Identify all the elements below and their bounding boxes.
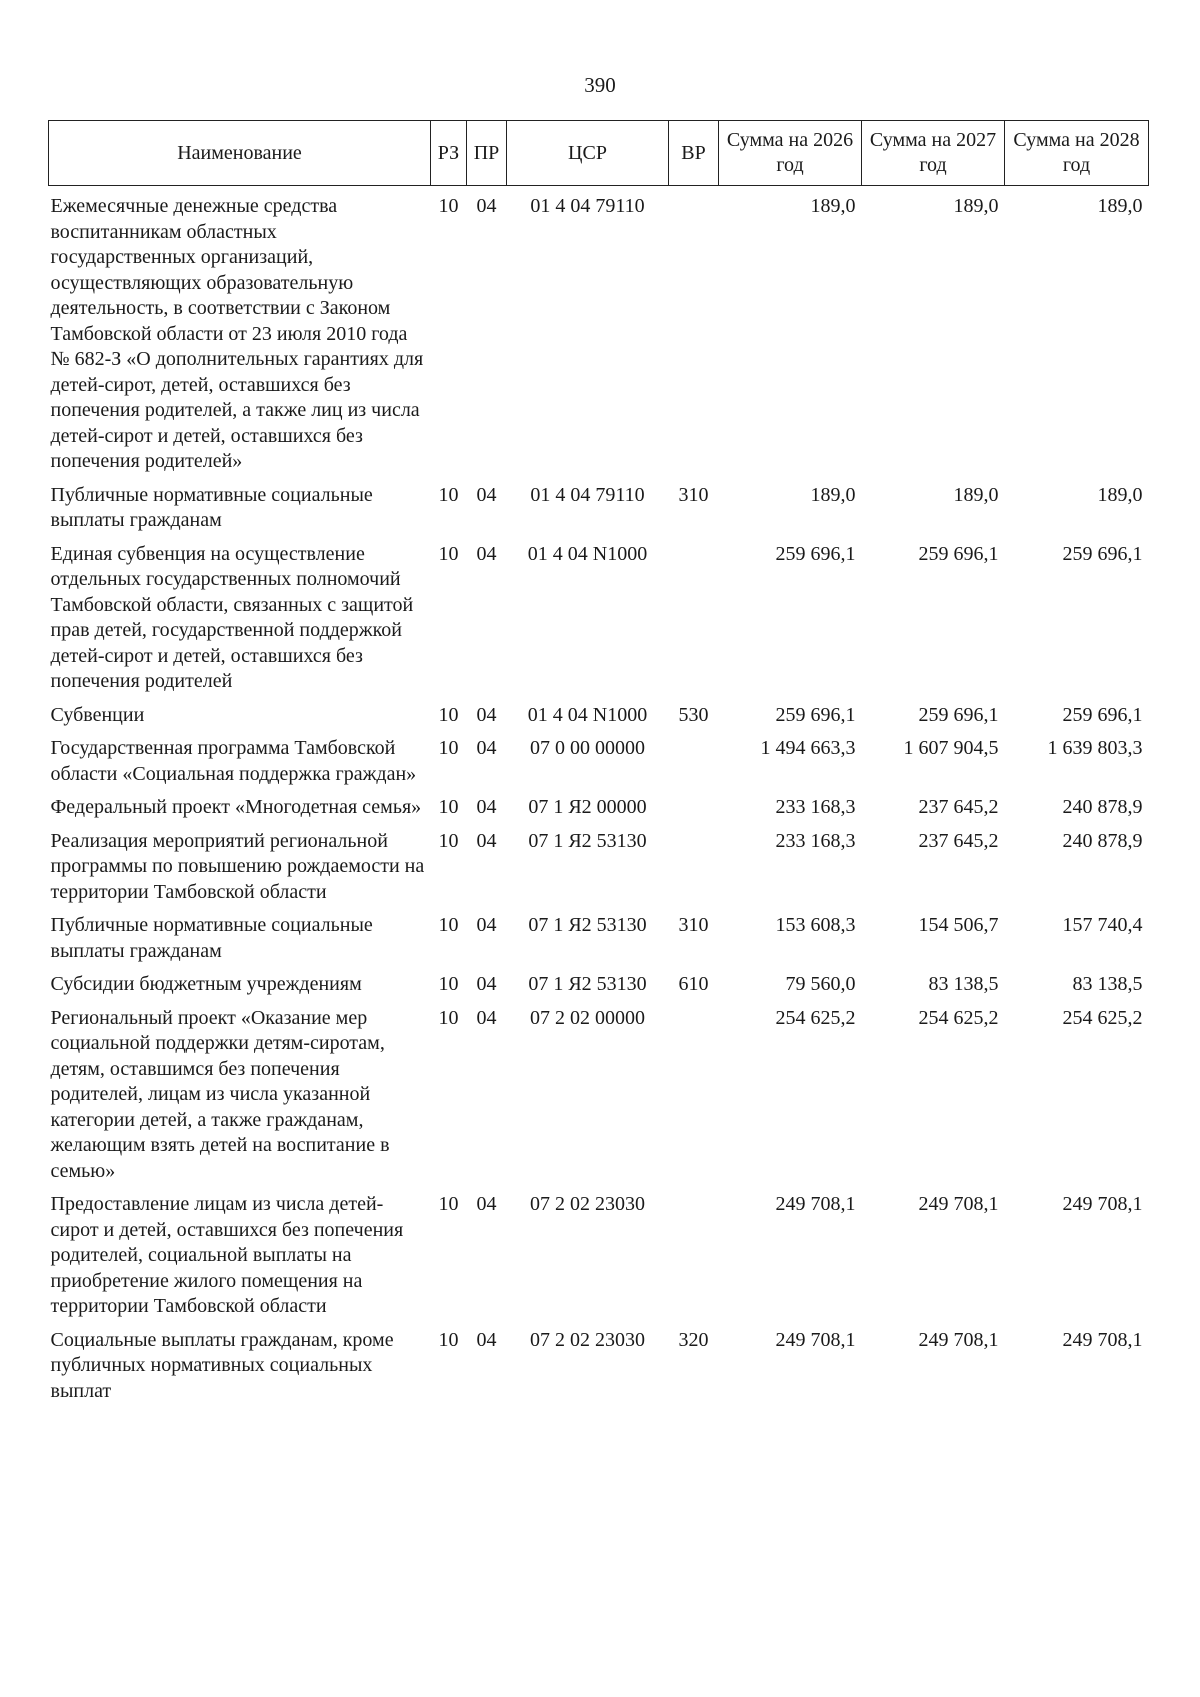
- cell-sum-2026: 189,0: [810, 195, 856, 217]
- table-row: [49, 736, 1149, 795]
- cell-name: Единая субвенция на осуществление отдельных государственных полномочий Тамбовской области, связанных с защитой прав детей, государственной поддержкой детей-сирот и детей, оставшихся без попечения родителей: [50, 542, 414, 692]
- table-row: [49, 972, 1149, 1006]
- header-sum-2027: Сумма на 2027 год: [862, 121, 1005, 186]
- cell-name: Социальные выплаты гражданам, кроме публичных нормативных социальных выплат: [50, 1328, 394, 1402]
- table-row: [49, 542, 1149, 703]
- cell-pr: 04: [476, 737, 497, 759]
- table-row: [49, 795, 1149, 829]
- header-sum-2026: Сумма на 2026 год: [719, 121, 862, 186]
- cell-pr: 04: [476, 1328, 497, 1351]
- cell-pr: 04: [476, 973, 497, 995]
- cell-sum-2027: 83 138,5: [928, 973, 999, 995]
- cell-name: Публичные нормативные социальные выплаты гражданам: [50, 914, 373, 962]
- cell-sum-2027: 254 625,2: [918, 1006, 999, 1029]
- cell-vr: [669, 1006, 719, 1193]
- cell-pr: 04: [476, 195, 497, 217]
- cell-pr: 04: [476, 483, 497, 506]
- cell-pr: 04: [476, 1006, 497, 1029]
- cell-pr: 04: [476, 1193, 497, 1215]
- table-row: [49, 483, 1149, 542]
- cell-pr: 04: [476, 914, 497, 936]
- cell-csr: 01 4 04 N1000: [527, 703, 648, 726]
- cell-sum-2028: 189,0: [1097, 195, 1143, 217]
- cell-rz: 10: [438, 195, 459, 217]
- cell-sum-2026: 249 708,1: [775, 1193, 856, 1215]
- cell-csr: 07 1 Я2 53130: [528, 829, 647, 852]
- cell-rz: 10: [438, 1328, 459, 1351]
- cell-sum-2028: 249 708,1: [1062, 1328, 1143, 1351]
- budget-table: [48, 120, 1149, 1412]
- cell-sum-2026: 1 494 663,3: [760, 737, 856, 759]
- cell-csr: 07 1 Я2 53130: [528, 973, 647, 995]
- header-vr: ВР: [669, 121, 719, 186]
- header-pr: ПР: [467, 121, 507, 186]
- cell-sum-2028: 1 639 803,3: [1047, 737, 1143, 759]
- cell-rz: 10: [438, 1006, 459, 1029]
- cell-pr: 04: [476, 829, 497, 852]
- cell-sum-2028: 259 696,1: [1062, 703, 1143, 726]
- cell-sum-2027: 237 645,2: [918, 796, 999, 818]
- cell-vr: 610: [678, 973, 709, 995]
- cell-vr: 310: [678, 914, 709, 936]
- cell-sum-2026: 189,0: [810, 483, 856, 506]
- cell-sum-2027: 1 607 904,5: [903, 737, 999, 759]
- cell-sum-2026: 249 708,1: [775, 1328, 856, 1351]
- table-row: [49, 1328, 1149, 1413]
- cell-sum-2028: 83 138,5: [1072, 973, 1143, 995]
- cell-vr: 530: [678, 703, 709, 726]
- cell-rz: 10: [438, 973, 459, 995]
- cell-sum-2026: 233 168,3: [775, 829, 856, 852]
- cell-sum-2028: 240 878,9: [1062, 796, 1143, 818]
- cell-name: Государственная программа Тамбовской области «Социальная поддержка граждан»: [50, 737, 417, 785]
- table-row: [49, 829, 1149, 914]
- cell-sum-2027: 259 696,1: [918, 542, 999, 565]
- cell-name: Предоставление лицам из числа детей-сирот и детей, оставшихся без попечения родителей, социальной выплаты на приобретение жилого помещения на территории Тамбовской области: [50, 1193, 404, 1317]
- cell-csr: 01 4 04 79110: [530, 195, 645, 217]
- table-body: [49, 186, 1149, 1413]
- cell-name: Публичные нормативные социальные выплаты гражданам: [50, 483, 373, 531]
- table-row: [49, 913, 1149, 972]
- cell-csr: 07 2 02 23030: [530, 1328, 645, 1351]
- cell-sum-2026: 259 696,1: [775, 703, 856, 726]
- cell-rz: 10: [438, 914, 459, 936]
- cell-pr: 04: [476, 796, 497, 818]
- cell-rz: 10: [438, 737, 459, 759]
- cell-pr: 04: [476, 703, 497, 726]
- cell-sum-2028: 249 708,1: [1062, 1193, 1143, 1215]
- cell-sum-2027: 189,0: [953, 195, 999, 217]
- cell-sum-2028: 240 878,9: [1062, 829, 1143, 852]
- cell-vr: [669, 829, 719, 914]
- cell-csr: 01 4 04 N1000: [527, 542, 648, 565]
- table-row: [49, 1192, 1149, 1328]
- cell-name: Реализация мероприятий региональной программы по повышению рождаемости на территории Тамбовской области: [50, 829, 425, 903]
- cell-sum-2026: 259 696,1: [775, 542, 856, 565]
- cell-csr: 07 2 02 23030: [530, 1193, 645, 1215]
- cell-vr: [669, 795, 719, 829]
- table-row: [49, 1006, 1149, 1193]
- cell-sum-2027: 154 506,7: [918, 914, 999, 936]
- cell-name: Ежемесячные денежные средства воспитанникам областных государственных организаций, осуществляющих образовательную деятельность, в соответствии с Законом Тамбовской области от 23 июля 2010 года № 682-З «О дополнительных гарантиях для детей-сирот, детей, оставшихся без попечения родителей, а также лиц из числа детей-сирот и детей, оставшихся без попечения родителей»: [50, 195, 424, 472]
- cell-sum-2027: 189,0: [953, 483, 999, 506]
- cell-csr: 07 2 02 00000: [530, 1006, 645, 1029]
- header-name: Наименование: [49, 121, 431, 186]
- cell-sum-2026: 233 168,3: [775, 796, 856, 818]
- cell-vr: [669, 1192, 719, 1328]
- cell-vr: [669, 736, 719, 795]
- table-header-row: [49, 121, 1149, 186]
- cell-rz: 10: [438, 796, 459, 818]
- cell-sum-2027: 259 696,1: [918, 703, 999, 726]
- table-row: [49, 703, 1149, 737]
- cell-csr: 07 1 Я2 53130: [528, 914, 647, 936]
- cell-sum-2027: 237 645,2: [918, 829, 999, 852]
- cell-sum-2027: 249 708,1: [918, 1328, 999, 1351]
- cell-vr: 320: [678, 1328, 709, 1351]
- cell-csr: 07 1 Я2 00000: [528, 796, 647, 818]
- cell-vr: 310: [678, 483, 709, 506]
- cell-csr: 01 4 04 79110: [530, 483, 645, 506]
- cell-csr: 07 0 00 00000: [530, 737, 645, 759]
- cell-sum-2028: 189,0: [1097, 483, 1143, 506]
- cell-sum-2027: 249 708,1: [918, 1193, 999, 1215]
- cell-rz: 10: [438, 1193, 459, 1215]
- cell-rz: 10: [438, 542, 459, 565]
- cell-sum-2026: 153 608,3: [775, 914, 856, 936]
- cell-name: Субвенции: [50, 703, 145, 726]
- cell-rz: 10: [438, 829, 459, 852]
- header-rz: РЗ: [431, 121, 467, 186]
- cell-name: Федеральный проект «Многодетная семья»: [50, 796, 422, 818]
- cell-sum-2026: 254 625,2: [775, 1006, 856, 1029]
- cell-sum-2026: 79 560,0: [785, 973, 856, 995]
- cell-rz: 10: [438, 703, 459, 726]
- cell-vr: [669, 542, 719, 703]
- cell-sum-2028: 254 625,2: [1062, 1006, 1143, 1029]
- cell-vr: [669, 186, 719, 483]
- table-row: [49, 186, 1149, 483]
- cell-sum-2028: 157 740,4: [1062, 914, 1143, 936]
- cell-name: Региональный проект «Оказание мер социальной поддержки детям-сиротам, детям, оставшимся без попечения родителей, лицам из числа указанной категории детей, а также гражданам, желающим взять детей на воспитание в семью»: [50, 1006, 390, 1182]
- cell-sum-2028: 259 696,1: [1062, 542, 1143, 565]
- page-number: 390: [584, 73, 616, 97]
- cell-pr: 04: [476, 542, 497, 565]
- cell-name: Субсидии бюджетным учреждениям: [50, 973, 362, 995]
- header-csr: ЦСР: [507, 121, 669, 186]
- header-sum-2028: Сумма на 2028 год: [1005, 121, 1149, 186]
- cell-rz: 10: [438, 483, 459, 506]
